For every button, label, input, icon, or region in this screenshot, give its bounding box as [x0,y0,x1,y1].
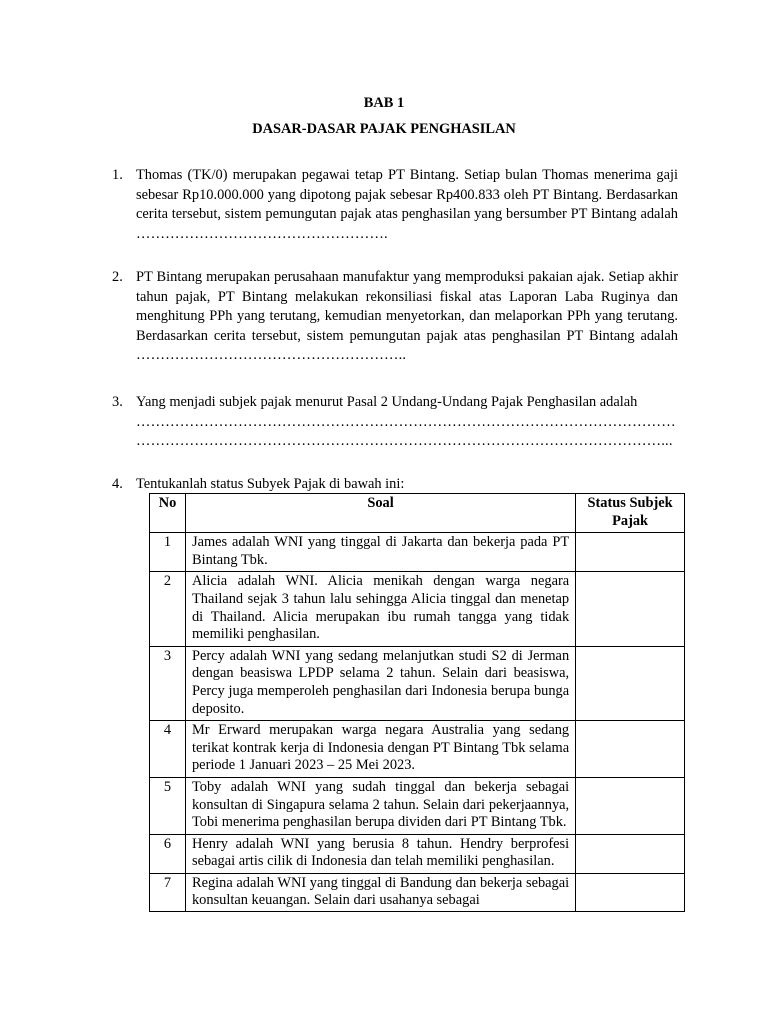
answer-blank: ……………………………………………….. [136,347,407,363]
tax-subject-status-table [149,493,685,912]
row-number: 4 [150,721,186,778]
row-question: Mr Erward merupakan warga negara Australia yang sedang terikat kontrak kerja di Indonesia dengan PT Bintang Tbk selama periode 1 Januari 2023 – 25 Mei 2023. [185,721,575,778]
question-text [136,475,678,495]
question-text [136,393,678,452]
row-number: 6 [150,834,186,873]
row-number: 3 [150,646,186,720]
table-row [150,572,685,646]
question-text [136,166,678,244]
question-number: 1. [112,167,123,183]
table-row [150,646,685,720]
table-row [150,777,685,834]
row-number: 5 [150,777,186,834]
header-no: No [150,494,186,533]
table-header-row [150,494,685,533]
row-question: Henry adalah WNI yang berusia 8 tahun. Hendry berprofesi sebagai artis cilik di Indonesia dan telah memiliki penghasilan. [185,834,575,873]
status-answer-cell[interactable] [576,777,685,834]
question-number: 4. [112,476,123,492]
row-question: Percy adalah WNI yang sedang melanjutkan studi S2 di Jerman dengan beasiswa LPDP selama 2 tahun. Selain dari beasiswa, Percy juga memperoleh penghasilan dari Indonesia berupa bunga deposito. [185,646,575,720]
question-body: PT Bintang merupakan perusahaan manufaktur yang memproduksi pakaian ajak. Setiap akhir tahun pajak, PT Bintang melakukan rekonsiliasi fiskal atas Laporan Laba Ruginya dan menghitung PPh yang terutang, kemudian menyetorkan, dan melaporkan PPh yang terutang. Berdasarkan cerita tersebut, sistem pemungutan pajak atas penghasilan PT Bintang adalah [136,269,678,344]
table-row [150,533,685,572]
chapter-title: DASAR-DASAR PAJAK PENGHASILAN [252,121,516,137]
table-row [150,873,685,911]
question-body: Thomas (TK/0) merupakan pegawai tetap PT Bintang. Setiap bulan Thomas menerima gaji sebesar Rp10.000.000 yang dipotong pajak sebesar Rp400.833 oleh PT Bintang. Berdasarkan cerita tersebut, sistem pemungutan pajak atas penghasilan yang bersumber PT Bintang adalah [136,167,678,222]
row-question: James adalah WNI yang tinggal di Jakarta dan bekerja pada PT Bintang Tbk. [185,533,575,572]
table-row [150,834,685,873]
status-answer-cell[interactable] [576,873,685,911]
question-2 [112,268,678,366]
question-body: Tentukanlah status Subyek Pajak di bawah ini: [136,476,405,492]
question-text [136,268,678,366]
header-soal: Soal [185,494,575,533]
answer-blank-line-2: ………………………………………………………………………………………………... [136,433,673,449]
question-number: 3. [112,394,123,410]
question-3 [112,393,678,452]
row-question-cell [185,873,575,911]
question-4 [112,475,678,495]
table-row [150,721,685,778]
status-answer-cell[interactable] [576,533,685,572]
answer-blank: ……………………………………………. [136,225,388,242]
status-answer-cell[interactable] [576,834,685,873]
question-1 [112,166,678,244]
status-answer-cell[interactable] [576,721,685,778]
question-number: 2. [112,269,123,285]
row-question: Alicia adalah WNI. Alicia menikah dengan warga negara Thailand sejak 3 tahun lalu sehingga Alicia tinggal dan menetap di Thailand. Alicia merupakan ibu rumah tangga yang tidak memiliki penghasilan. [185,572,575,646]
chapter-heading: BAB 1 [363,95,405,111]
status-answer-cell[interactable] [576,572,685,646]
status-answer-cell[interactable] [576,646,685,720]
row-question: Regina adalah WNI yang tinggal di Bandung dan bekerja sebagai konsultan keuangan. Selain dari usahanya sebagai [191,874,570,909]
row-number: 2 [150,572,186,646]
row-question: Toby adalah WNI yang sudah tinggal dan bekerja sebagai konsultan di Singapura selama 2 tahun. Selain dari pekerjaannya, Tobi menerima penghasilan berupa dividen dari PT Bintang Tbk. [185,777,575,834]
answer-blank-line-1: ………………………………………………………………………………………………… [136,413,676,430]
row-number: 1 [150,533,186,572]
question-body: Yang menjadi subjek pajak menurut Pasal 2 Undang-Undang Pajak Penghasilan adalah [136,394,638,410]
row-number: 7 [150,873,186,911]
header-status: Status Subjek Pajak [576,494,685,533]
